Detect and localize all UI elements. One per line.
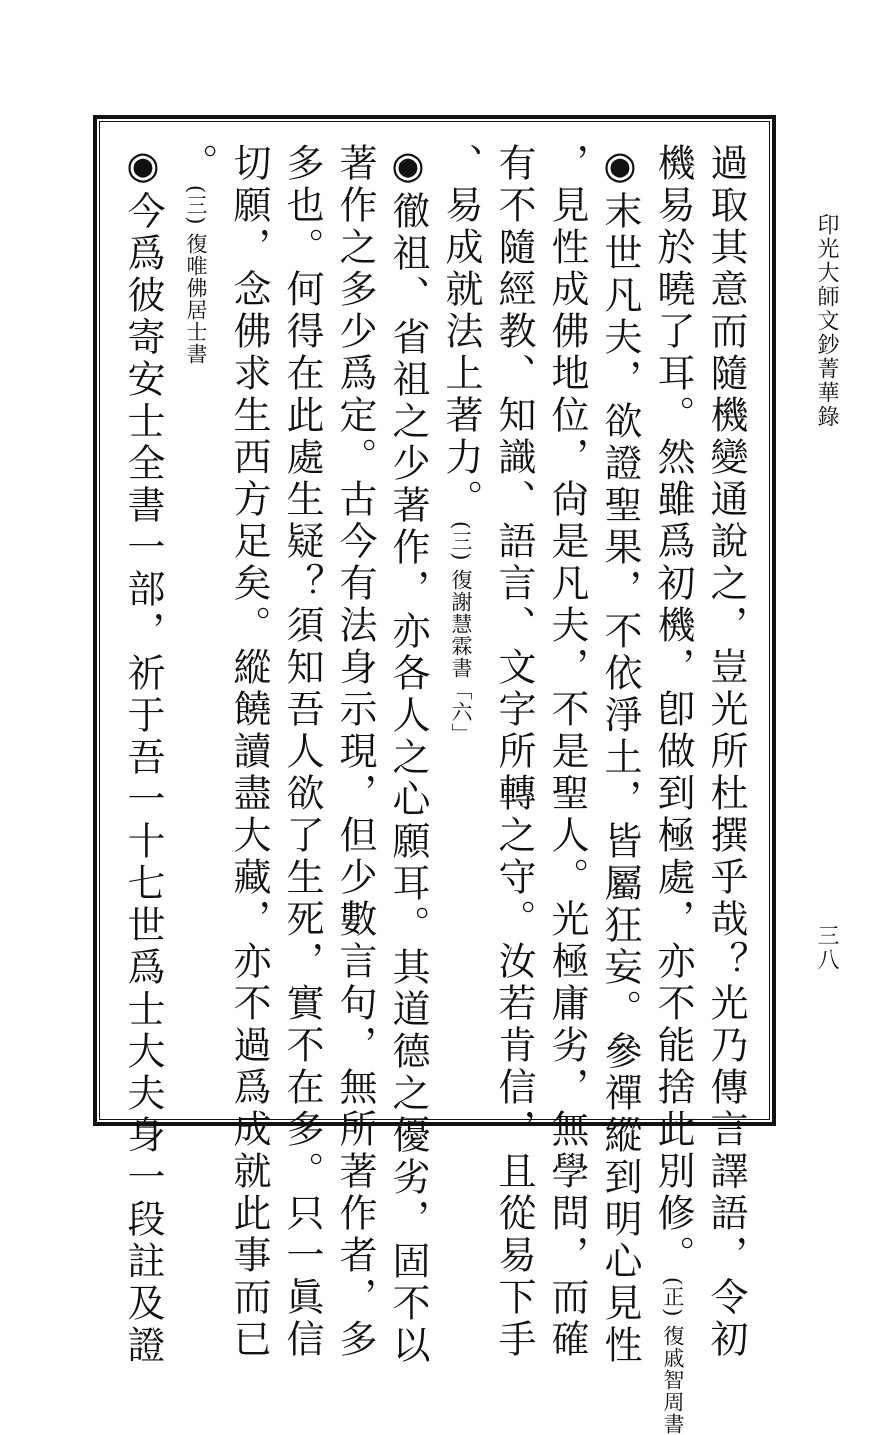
column-text: 。 bbox=[174, 143, 218, 185]
page-number: 三八 bbox=[814, 924, 839, 972]
text-column-12 bbox=[117, 143, 169, 1367]
text-column-9 bbox=[276, 143, 328, 1361]
column-text: 多也。何得在此處生疑？須知吾人欲了生死，實不在多。只一眞信 bbox=[280, 143, 324, 1361]
column-text: ，見性成佛地位，尙是凡夫，不是聖人。光極庸劣，無學問，而確 bbox=[545, 143, 589, 1361]
text-column-11 bbox=[170, 143, 222, 1103]
text-column-7 bbox=[382, 143, 434, 1367]
text-column-1 bbox=[700, 143, 752, 1361]
text-column-4 bbox=[541, 143, 593, 1361]
column-text: 有不隨經教、知識、語言、文字所轉之守。汝若肯信，且從易下手 bbox=[492, 143, 536, 1361]
column-text: 切願，念佛求生西方足矣。縱饒讀盡大藏，亦不過爲成就此事而已 bbox=[227, 143, 271, 1361]
column-text: ◉今爲彼寄安士全書一部，祈于吾一十七世爲士大夫身一段註及證 bbox=[121, 143, 165, 1367]
text-column-6 bbox=[435, 143, 487, 1103]
text-column-10 bbox=[223, 143, 275, 1361]
column-text: 著作之多少爲定。古今有法身示現，但少數言句，無所著作者，多 bbox=[333, 143, 377, 1361]
source-note: (三) 復謝慧霖書「六」 bbox=[449, 521, 473, 746]
column-text: 過取其意而隨機變通說之，豈光所杜撰乎哉？光乃傳言譯語，令初 bbox=[704, 143, 748, 1361]
text-column-3 bbox=[594, 143, 646, 1367]
source-note: (三) 復唯佛居士書 bbox=[184, 185, 208, 366]
source-note: (正) 復戚智周書 bbox=[661, 1277, 685, 1435]
text-column-5 bbox=[488, 143, 540, 1361]
column-text: 機易於曉了耳。然雖爲初機，卽做到極處，亦不能捨此別修。 bbox=[651, 143, 695, 1277]
text-column-2 bbox=[647, 143, 699, 1435]
text-column-8 bbox=[329, 143, 381, 1361]
column-text: ◉徹祖、省祖之少著作，亦各人之心願耳。其道德之優劣，固不以 bbox=[386, 143, 430, 1367]
book-title: 印光大師文鈔菁華錄 bbox=[814, 213, 839, 429]
column-text: ◉末世凡夫，欲證聖果，不依淨土，皆屬狂妄。參禪縱到明心見性 bbox=[598, 143, 642, 1367]
column-text: 、易成就法上著力。 bbox=[439, 143, 483, 521]
